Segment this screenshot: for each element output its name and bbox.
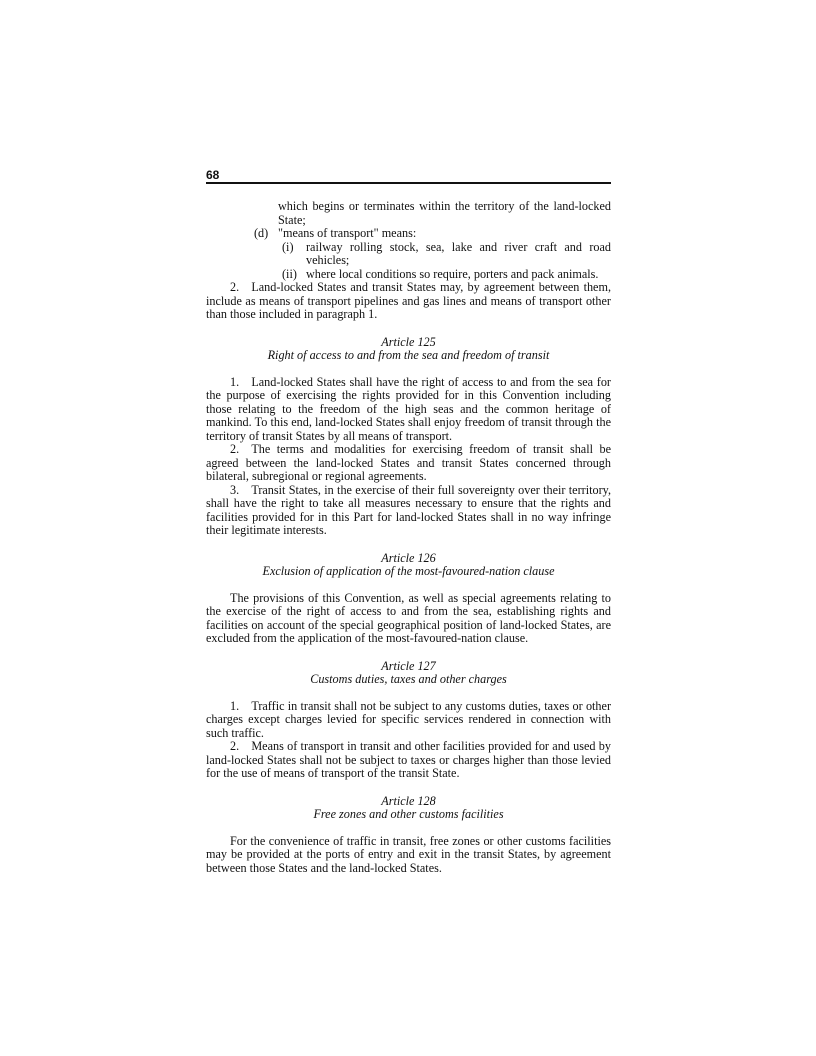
list-text: railway rolling stock, sea, lake and river craft and road vehicles;	[306, 239, 611, 267]
list-label: (d)	[254, 226, 269, 240]
list-label: (i)	[282, 239, 294, 254]
paragraph: 2. The terms and modalities for exercising freedom of transit shall be agreed between the land-locked States and transit States concerned through bilateral, subregional or regional agreements.	[206, 442, 611, 483]
paragraph: The provisions of this Convention, as well as special agreements relating to the exercise of the right of access to and from the sea, establishing rights and facilities on account of the special geographical position of land-locked States, are excluded from the application of the most-favoured-nation clause.	[206, 590, 611, 645]
page-number: 68	[206, 168, 220, 182]
article-title: Exclusion of application of the most-favoured-nation clause	[262, 564, 555, 578]
article-heading: Article 126	[381, 550, 436, 565]
paragraph: For the convenience of traffic in transit, free zones or other customs facilities may be provided at the ports of entry and exit in the transit States, by agreement between those States and the land-locked States.	[206, 833, 611, 875]
page-body	[206, 200, 611, 875]
list-item-d	[254, 227, 611, 241]
article-heading: Article 128	[381, 793, 436, 808]
list-text: "means of transport" means:	[278, 226, 417, 240]
article-127	[206, 660, 611, 781]
article-128	[206, 795, 611, 876]
list-text: where local conditions so require, porters and pack animals.	[306, 266, 599, 281]
article-title: Right of access to and from the sea and freedom of transit	[267, 348, 550, 362]
article-title: Free zones and other customs facilities	[313, 807, 504, 821]
article-title: Customs duties, taxes and other charges	[310, 672, 507, 686]
header-rule	[206, 182, 611, 184]
article-heading: Article 127	[381, 658, 436, 673]
article-heading: Article 125	[381, 334, 436, 349]
continued-paragraph: which begins or terminates within the territory of the land-locked State;	[278, 199, 611, 227]
list-item-ii	[278, 268, 611, 282]
list-item-i	[278, 241, 611, 268]
paragraph: 2. Land-locked States and transit States may, by agreement between them, include as means of transport pipelines and gas lines and means of transport other than those included in paragraph 1.	[206, 280, 611, 321]
article-125	[206, 336, 611, 538]
paragraph: 1. Land-locked States shall have the right of access to and from the sea for the purpose of exercising the rights provided for in this Convention including those relating to the freedom of the high seas and the common heritage of mankind. To this end, land-locked States shall enjoy freedom of transit through the territory of transit States by all means of transport.	[206, 374, 611, 443]
paragraph: 3. Transit States, in the exercise of their full sovereignty over their territory, shall have the right to take all measures necessary to ensure that the rights and facilities provided for in this Part for land-locked States shall in no way infringe their legitimate interests.	[206, 482, 611, 537]
article-126	[206, 552, 611, 646]
paragraph: 1. Traffic in transit shall not be subject to any customs duties, taxes or other charges except charges levied for specific services rendered in connection with such traffic.	[206, 698, 611, 740]
list-label: (ii)	[282, 266, 297, 281]
paragraph: 2. Means of transport in transit and other facilities provided for and used by land-locked States shall not be subject to taxes or charges higher than those levied for the use of means of transport of the transit State.	[206, 739, 611, 780]
